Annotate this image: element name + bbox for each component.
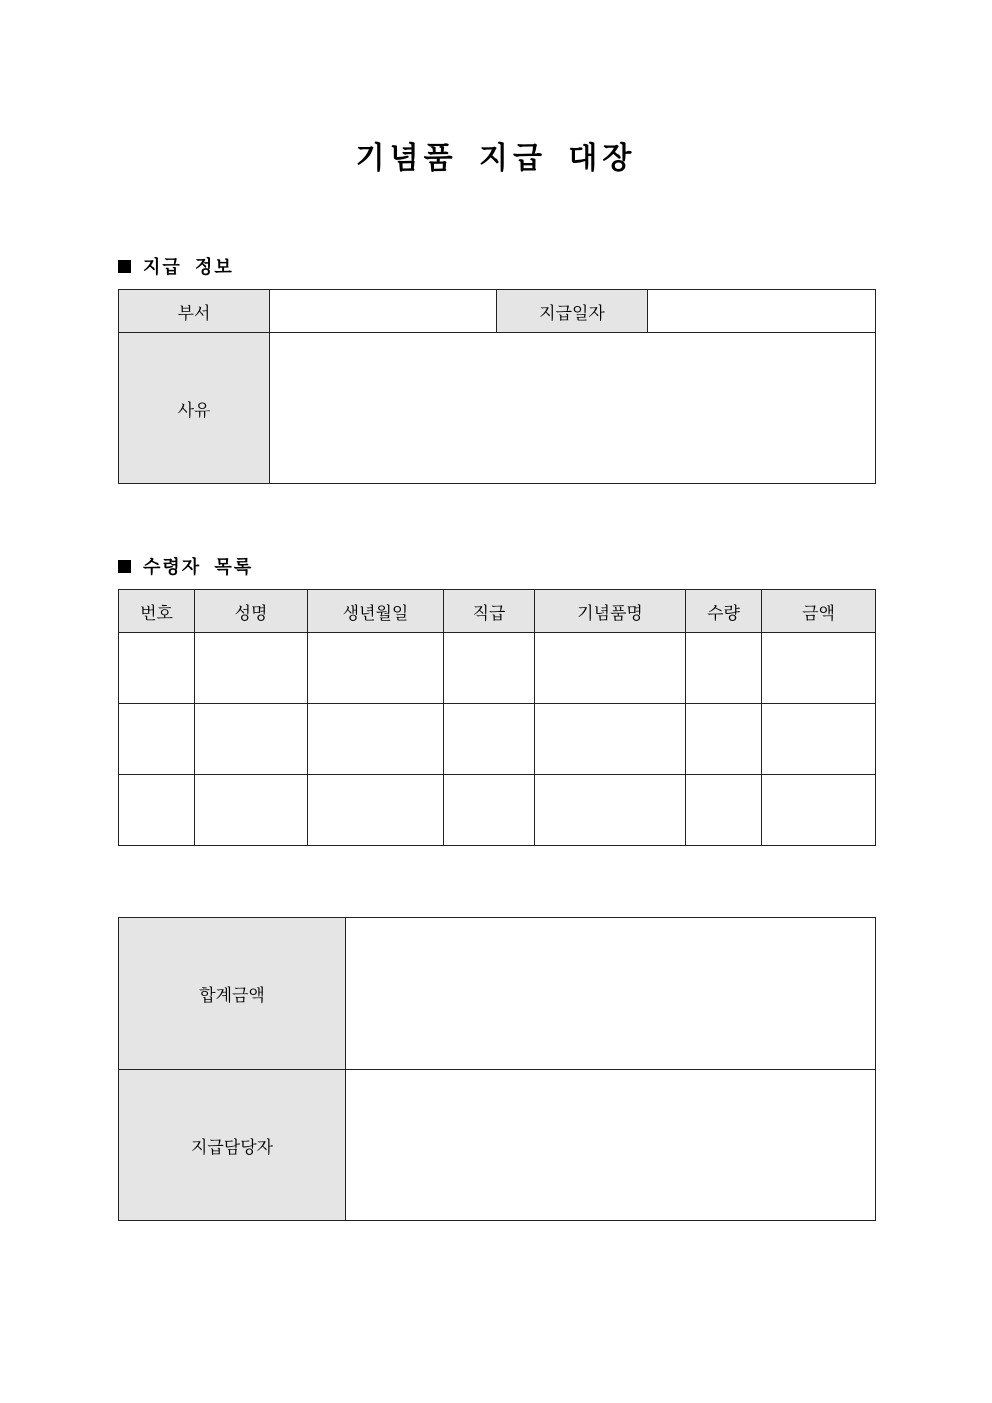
payment-info-heading-text: 지급 정보 bbox=[143, 257, 234, 278]
table-cell[interactable] bbox=[762, 704, 876, 775]
table-cell[interactable] bbox=[762, 775, 876, 846]
reason-field[interactable] bbox=[270, 333, 876, 484]
payment-info-row-2 bbox=[119, 333, 876, 484]
column-header-gift-name: 기념품명 bbox=[535, 590, 686, 633]
table-cell[interactable] bbox=[444, 775, 535, 846]
column-header-quantity: 수량 bbox=[686, 590, 762, 633]
total-amount-label: 합계금액 bbox=[119, 918, 346, 1070]
table-cell[interactable] bbox=[686, 775, 762, 846]
square-bullet-icon bbox=[118, 560, 131, 573]
table-cell[interactable] bbox=[308, 704, 444, 775]
table-cell[interactable] bbox=[535, 775, 686, 846]
table-row bbox=[119, 775, 876, 846]
column-header-rank: 직급 bbox=[444, 590, 535, 633]
recipients-table bbox=[118, 589, 876, 846]
recipients-heading bbox=[118, 553, 253, 579]
table-cell[interactable] bbox=[308, 633, 444, 704]
table-row bbox=[119, 704, 876, 775]
department-field[interactable] bbox=[270, 290, 497, 333]
table-cell[interactable] bbox=[195, 633, 308, 704]
payment-date-label: 지급일자 bbox=[497, 290, 648, 333]
table-cell[interactable] bbox=[686, 704, 762, 775]
table-cell[interactable] bbox=[195, 775, 308, 846]
table-cell[interactable] bbox=[762, 633, 876, 704]
table-cell[interactable] bbox=[308, 775, 444, 846]
payment-info-heading bbox=[118, 253, 234, 279]
column-header-number: 번호 bbox=[119, 590, 195, 633]
total-amount-field[interactable] bbox=[346, 918, 876, 1070]
column-header-birthdate: 생년월일 bbox=[308, 590, 444, 633]
table-cell[interactable] bbox=[119, 704, 195, 775]
table-cell[interactable] bbox=[686, 633, 762, 704]
table-cell[interactable] bbox=[119, 775, 195, 846]
department-label: 부서 bbox=[119, 290, 270, 333]
column-header-amount: 금액 bbox=[762, 590, 876, 633]
table-cell[interactable] bbox=[535, 633, 686, 704]
recipients-header-row bbox=[119, 590, 876, 633]
payment-manager-label: 지급담당자 bbox=[119, 1070, 346, 1221]
payment-info-row-1 bbox=[119, 290, 876, 333]
table-cell[interactable] bbox=[444, 633, 535, 704]
document-title: 기념품 지급 대장 bbox=[355, 141, 637, 176]
summary-table bbox=[118, 917, 876, 1221]
square-bullet-icon bbox=[118, 260, 131, 273]
table-row bbox=[119, 633, 876, 704]
recipients-heading-text: 수령자 목록 bbox=[143, 557, 254, 578]
table-cell[interactable] bbox=[535, 704, 686, 775]
column-header-name: 성명 bbox=[195, 590, 308, 633]
summary-row-manager bbox=[119, 1070, 876, 1221]
reason-label: 사유 bbox=[119, 333, 270, 484]
payment-manager-field[interactable] bbox=[346, 1070, 876, 1221]
table-cell[interactable] bbox=[119, 633, 195, 704]
summary-row-total bbox=[119, 918, 876, 1070]
payment-date-field[interactable] bbox=[648, 290, 876, 333]
payment-info-table bbox=[118, 289, 876, 484]
table-cell[interactable] bbox=[195, 704, 308, 775]
table-cell[interactable] bbox=[444, 704, 535, 775]
